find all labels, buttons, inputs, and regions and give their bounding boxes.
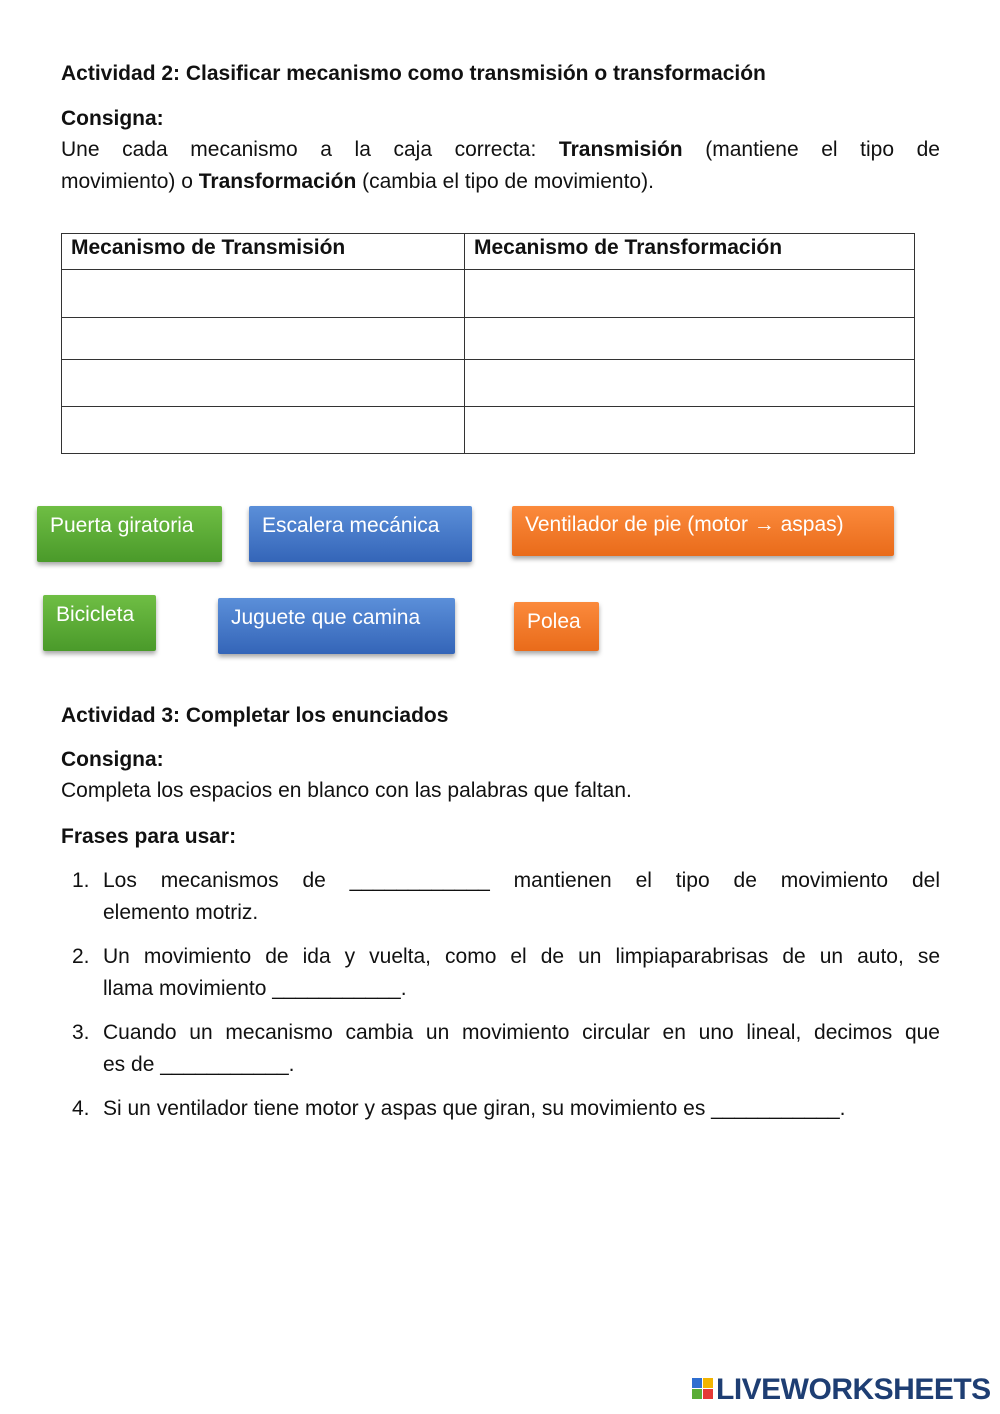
chip-bicicleta[interactable]: Bicicleta [43, 595, 156, 651]
table-row [62, 360, 915, 407]
activity2-consigna-label: Consigna: [61, 107, 164, 130]
chip-polea[interactable]: Polea [514, 602, 599, 651]
item-text-line1: Un movimiento de ida y vuelta, como el de un limpiaparabrisas de un auto, se [103, 945, 940, 968]
classification-table [61, 233, 915, 454]
list-item [61, 941, 940, 1005]
drop-cell-transmision-2[interactable] [62, 318, 465, 360]
frases-label: Frases para usar: [61, 825, 237, 848]
item-text-line2: elemento motriz. [103, 901, 259, 924]
drop-cell-transmision-1[interactable] [62, 270, 465, 318]
drop-cell-transformacion-2[interactable] [465, 318, 915, 360]
item-text-line1: Los mecanismos de ____________ mantienen el tipo de movimiento del [103, 869, 940, 892]
logo-mark-icon [692, 1378, 714, 1402]
item-text-line2: es de ___________. [103, 1053, 295, 1076]
drop-cell-transmision-4[interactable] [62, 407, 465, 454]
list-item [61, 865, 940, 929]
table-row [62, 318, 915, 360]
chip-puerta-giratoria[interactable]: Puerta giratoria [37, 506, 222, 562]
list-item [61, 1017, 940, 1081]
instr-mid: (mantiene el tipo de [705, 138, 940, 161]
header-transmision: Mecanismo de Transmisión [62, 234, 465, 270]
activity3-consigna-label: Consigna: [61, 748, 164, 771]
drop-cell-transformacion-4[interactable] [465, 407, 915, 454]
item-number: 2. [72, 945, 90, 968]
item-number: 4. [72, 1097, 90, 1120]
table-header-row [62, 234, 915, 270]
chip-escalera-mecanica[interactable]: Escalera mecánica [249, 506, 472, 562]
header-transformacion: Mecanismo de Transformación [465, 234, 915, 270]
item-number: 1. [72, 869, 90, 892]
instr-pre: Une cada mecanismo a la caja correcta: [61, 138, 537, 161]
item-number: 3. [72, 1021, 90, 1044]
activity2-instruction-line2 [61, 166, 940, 198]
instr-transformacion: Transformación [198, 170, 357, 193]
item-text-line1: Si un ventilador tiene motor y aspas que giran, su movimiento es ___________. [103, 1097, 846, 1120]
item-text-line2: llama movimiento ___________. [103, 977, 407, 1000]
drop-cell-transformacion-1[interactable] [465, 270, 915, 318]
activity3-instruction: Completa los espacios en blanco con las palabras que faltan. [61, 779, 632, 802]
instr-line2-pre: movimiento) o [61, 170, 193, 193]
item-text-line1: Cuando un mecanismo cambia un movimiento circular en uno lineal, decimos que [103, 1021, 940, 1044]
instr-post: (cambia el tipo de movimiento). [362, 170, 654, 193]
table-row [62, 270, 915, 318]
activity2-title: Actividad 2: Clasificar mecanismo como transmisión o transformación [61, 62, 766, 85]
liveworksheets-logo [692, 1373, 991, 1406]
table-row [62, 407, 915, 454]
chip-ventilador-de-pie[interactable]: Ventilador de pie (motor → aspas) [512, 506, 894, 556]
instr-transmision: Transmisión [558, 138, 683, 161]
drop-cell-transmision-3[interactable] [62, 360, 465, 407]
chip-juguete-que-camina[interactable]: Juguete que camina [218, 598, 455, 654]
activity3-title: Actividad 3: Completar los enunciados [61, 704, 449, 727]
logo-text: LIVEWORKSHEETS [716, 1373, 991, 1406]
list-item [61, 1093, 940, 1125]
activity2-instruction-line1 [61, 134, 940, 166]
drop-cell-transformacion-3[interactable] [465, 360, 915, 407]
